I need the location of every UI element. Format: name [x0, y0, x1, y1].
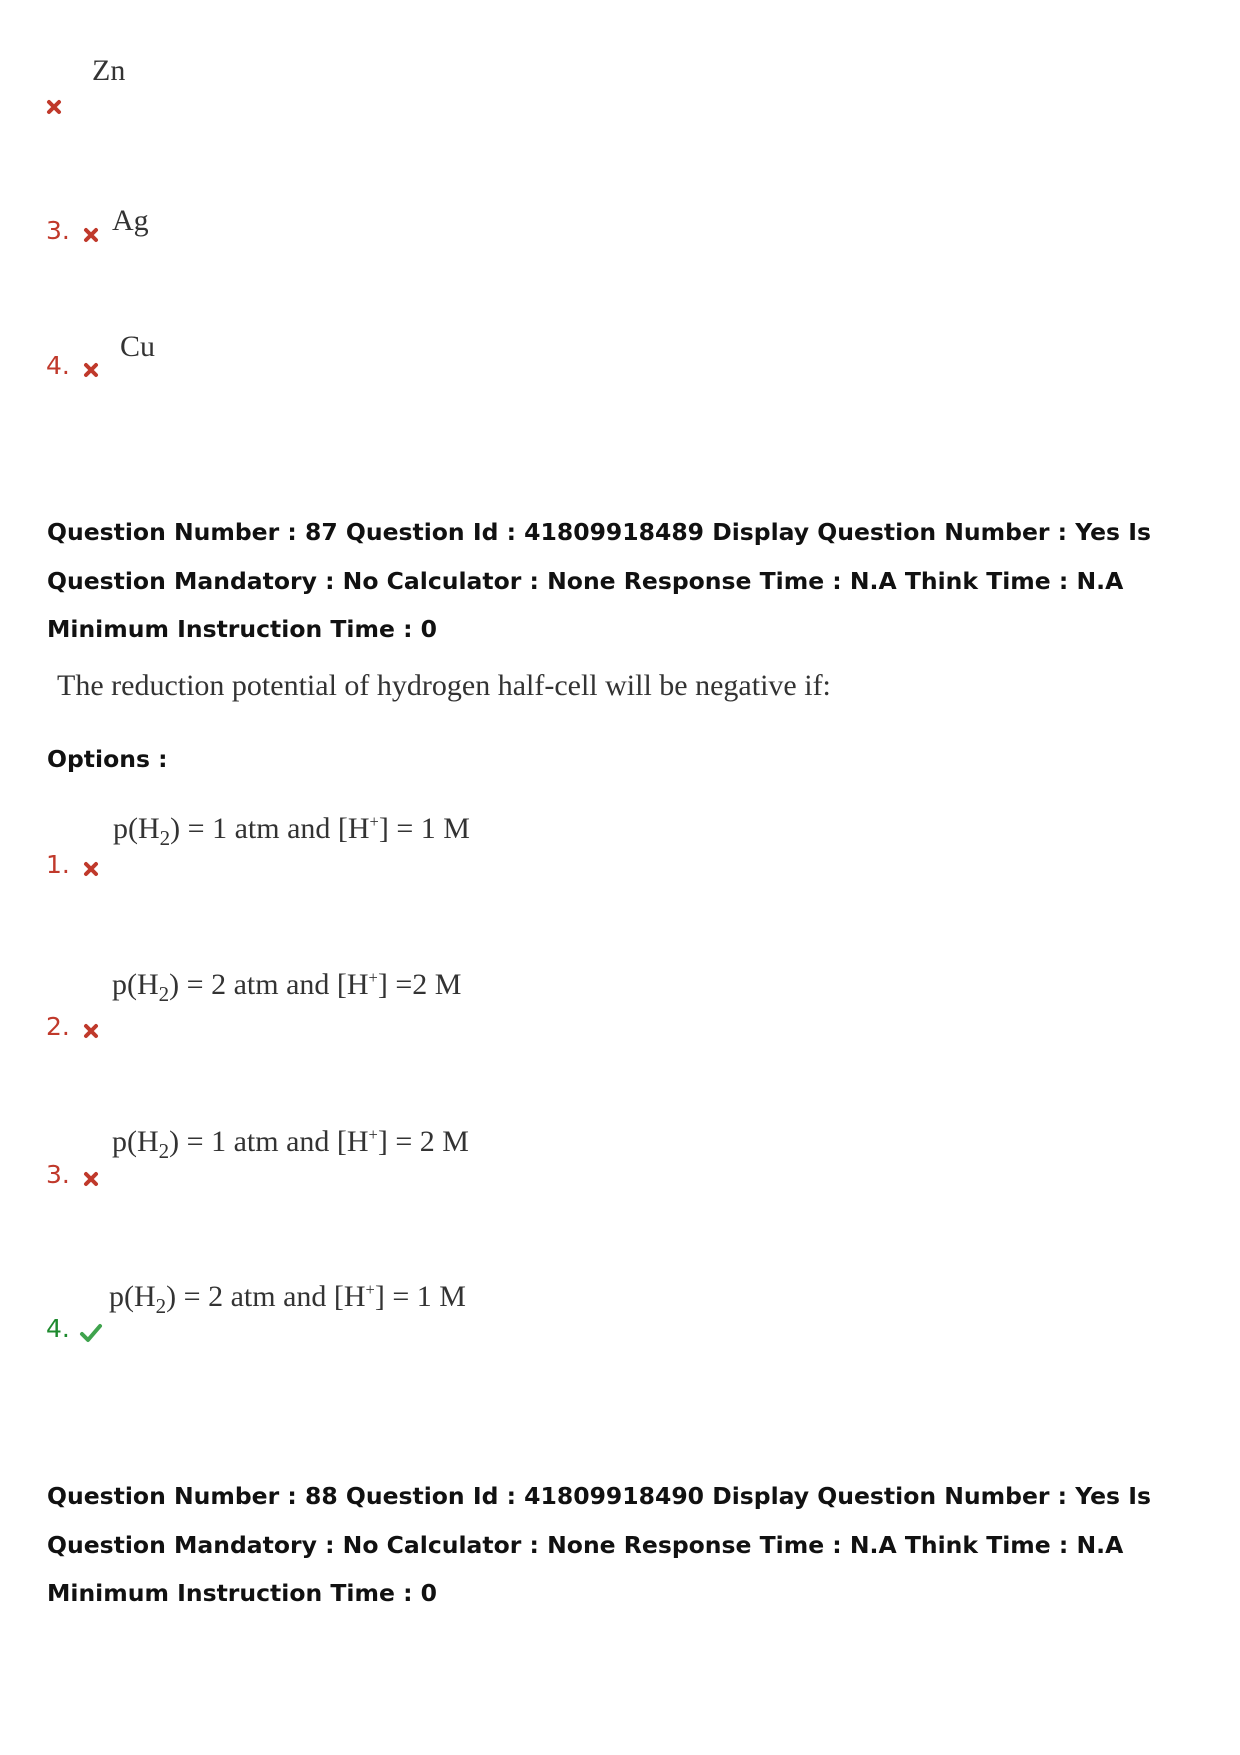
- prev-option-3: [46, 216, 99, 245]
- cross-icon: [83, 861, 99, 877]
- prev-option-2-marker: [46, 96, 62, 115]
- q87-option-1-marker: [46, 850, 99, 879]
- option-number: 2.: [46, 1012, 70, 1041]
- q87-option-2-marker: [46, 1012, 99, 1041]
- cross-icon: [83, 227, 99, 243]
- q87-option-2-text: $p(H_2) = 2$ atm and [H+] =2 M: [112, 968, 462, 1006]
- option-number: 4.: [46, 1314, 70, 1343]
- option-number: 3.: [46, 1160, 70, 1189]
- prev-option-2-text: Zn: [92, 54, 126, 87]
- prev-option-4: [46, 351, 99, 380]
- q87-option-3-text: $p(H_2) = 1$ atm and [H+] = 2 M: [112, 1125, 469, 1163]
- question-87-stem: The reduction potential of hydrogen half-cell will be negative if:: [57, 669, 831, 702]
- option-number: 4.: [46, 351, 70, 380]
- question-88-header: Question Number : 88 Question Id : 41809918490 Display Question Number : Yes Is Question Mandatory : No Calculator : None Response Time : N.A Think Time : N.A Minimum Instruction Time : 0: [47, 1482, 1151, 1607]
- cross-icon: [46, 99, 62, 115]
- prev-option-4-text: Cu: [120, 330, 156, 363]
- q87-option-4-text: $p(H_2) = 2$ atm and [H+] = 1 M: [109, 1280, 466, 1318]
- options-label: Options :: [47, 745, 168, 773]
- option-number: 3.: [46, 216, 70, 245]
- question-87-header: Question Number : 87 Question Id : 41809918489 Display Question Number : Yes Is Question Mandatory : No Calculator : None Response Time : N.A Think Time : N.A Minimum Instruction Time : 0: [47, 518, 1151, 643]
- q87-option-4-marker: [46, 1314, 103, 1343]
- q87-option-3-marker: [46, 1160, 99, 1189]
- prev-option-3-text: Ag: [112, 204, 149, 237]
- q87-option-1-text: $p(H_2) = 1$ atm and [H+] = 1 M: [113, 812, 470, 850]
- cross-icon: [83, 362, 99, 378]
- cross-icon: [83, 1171, 99, 1187]
- cross-icon: [83, 1023, 99, 1039]
- option-number: 1.: [46, 850, 70, 879]
- check-icon: [79, 1323, 103, 1343]
